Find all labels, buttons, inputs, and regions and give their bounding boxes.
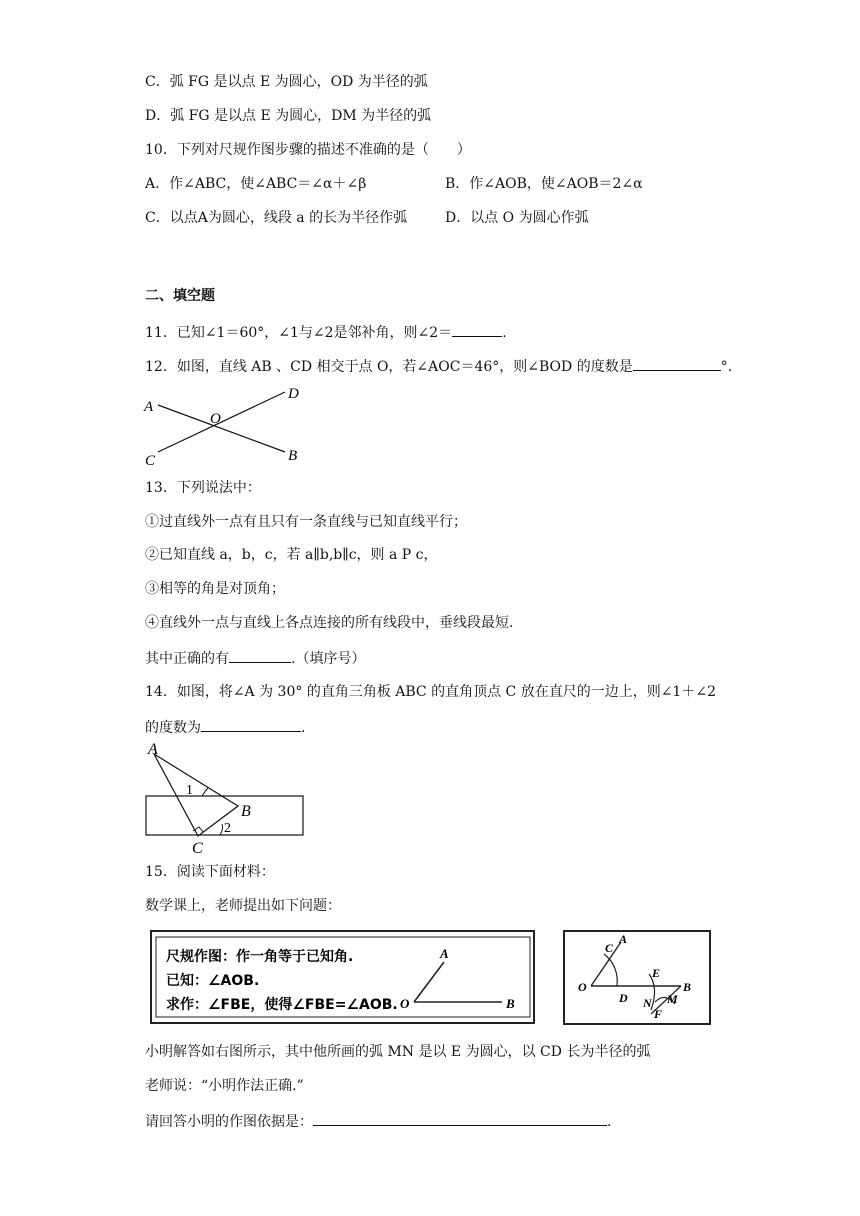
q13-statement-1: ①过直线外一点有且只有一条直线与已知直线平行；: [145, 514, 467, 530]
q15-solution-figure: [563, 930, 711, 1026]
q12-figure: [140, 380, 310, 470]
q15-answer-line: [145, 1110, 611, 1132]
q13-answer-blank[interactable]: [229, 647, 291, 663]
q9-option-d: D．弧 FG 是以点 E 为圆心，DM 为半径的弧: [145, 108, 432, 124]
section-title: 二、填空题: [145, 288, 215, 304]
q9-option-c: C．弧 FG 是以点 E 为圆心，OD 为半径的弧: [145, 74, 428, 90]
q11-end: .: [502, 325, 507, 341]
sol-point-m: M: [667, 992, 678, 1006]
q13-statement-3: ③相等的角是对顶角；: [145, 581, 285, 597]
q12-text: 12．如图，直线 AB 、CD 相交于点 O，若∠AOC＝46°，则∠BOD 的度数是: [145, 359, 633, 375]
angle-2-label: 2: [224, 821, 231, 836]
q15-answer-end: .: [607, 1114, 612, 1130]
sol-point-n: N: [643, 996, 652, 1010]
point-c-label: C: [145, 453, 156, 469]
vertex-a-label: A: [148, 741, 158, 758]
q11-line: [145, 321, 507, 343]
q10-option-a: A．作∠ABC，使∠ABC＝∠α＋∠β: [145, 176, 367, 192]
sol-point-f: F: [654, 1007, 663, 1021]
solution-frame: [564, 931, 710, 1024]
q13-answer-line: [145, 647, 365, 669]
vertex-b-label: B: [241, 803, 251, 820]
q14-end: .: [301, 720, 306, 736]
angle-2-arc: [220, 824, 223, 835]
sol-point-o: O: [578, 980, 587, 994]
q13-answer-label: 其中正确的有: [145, 651, 229, 667]
box-given: 已知：∠AOB.: [166, 973, 260, 989]
q15-stem: 15．阅读下面材料：: [145, 864, 275, 880]
sol-point-d: D: [619, 991, 628, 1005]
point-o-label: O: [210, 411, 221, 427]
sol-point-e: E: [652, 966, 661, 980]
q15-paragraph-1: 小明解答如右图所示，其中他所画的弧 MN 是以 E 为圆心，以 CD 长为半径的弧: [145, 1044, 651, 1060]
q10-option-d: D．以点 O 为圆心作弧: [445, 210, 589, 226]
box-title: 尺规作图：作一角等于已知角.: [166, 949, 354, 965]
q14-text: 的度数为: [145, 720, 201, 736]
q13-statement-2: ②已知直线 a，b，c，若 a∥b,b∥c，则 a P c，: [145, 547, 438, 563]
box-find: 求作：∠FBE，使得∠FBE=∠AOB.: [166, 997, 398, 1013]
box-point-a: A: [440, 946, 449, 961]
q10-option-b: B．作∠AOB，使∠AOB＝2∠α: [445, 176, 643, 192]
q15-answer-label: 请回答小明的作图依据是：: [145, 1114, 313, 1130]
q13-stem: 13．下列说法中：: [145, 480, 261, 496]
point-b-label: B: [288, 448, 298, 464]
point-a-label: A: [144, 399, 154, 415]
sol-point-b: B: [683, 980, 692, 994]
q10-stem: 10．下列对尺规作图步骤的描述不准确的是（ ）: [145, 142, 471, 158]
q12-end: °.: [720, 359, 733, 375]
vertex-c-label: C: [192, 840, 203, 857]
q15-problem-box: [150, 930, 535, 1024]
q14-line-1: 14．如图，将∠A 为 30° 的直角三角板 ABC 的直角顶点 C 放在直尺的一边上，则∠1＋∠2: [145, 684, 716, 700]
line-ab: [158, 405, 285, 452]
q14-line-2: [145, 716, 305, 738]
line-cd: [158, 392, 285, 452]
q15-intro: 数学课上，老师提出如下问题：: [145, 898, 341, 914]
q13-answer-end: .（填序号）: [291, 651, 366, 667]
right-angle-mark: [193, 827, 203, 832]
q13-statement-4: ④直线外一点与直线上各点连接的所有线段中，垂线段最短.: [145, 615, 514, 631]
angle-1-arc: [202, 788, 208, 796]
q15-paragraph-2: 老师说：“小明作法正确.”: [145, 1078, 304, 1094]
q14-answer-blank[interactable]: [201, 716, 301, 732]
box-point-b: B: [506, 996, 515, 1011]
q11-answer-blank[interactable]: [452, 321, 502, 337]
q11-text: 11．已知∠1＝60°，∠1与∠2是邻补角，则∠2＝: [145, 325, 453, 341]
q15-answer-blank[interactable]: [313, 1110, 607, 1126]
q12-line: [145, 355, 732, 377]
sol-point-a: A: [619, 932, 628, 946]
q12-answer-blank[interactable]: [633, 355, 721, 371]
angle-1-label: 1: [186, 783, 193, 798]
sol-point-c: C: [605, 941, 614, 955]
box-point-o: O: [400, 996, 410, 1011]
q14-figure: [140, 738, 310, 858]
point-d-label: D: [288, 386, 299, 402]
q10-option-c: C．以点A为圆心，线段 a 的长为半径作弧: [145, 210, 408, 226]
